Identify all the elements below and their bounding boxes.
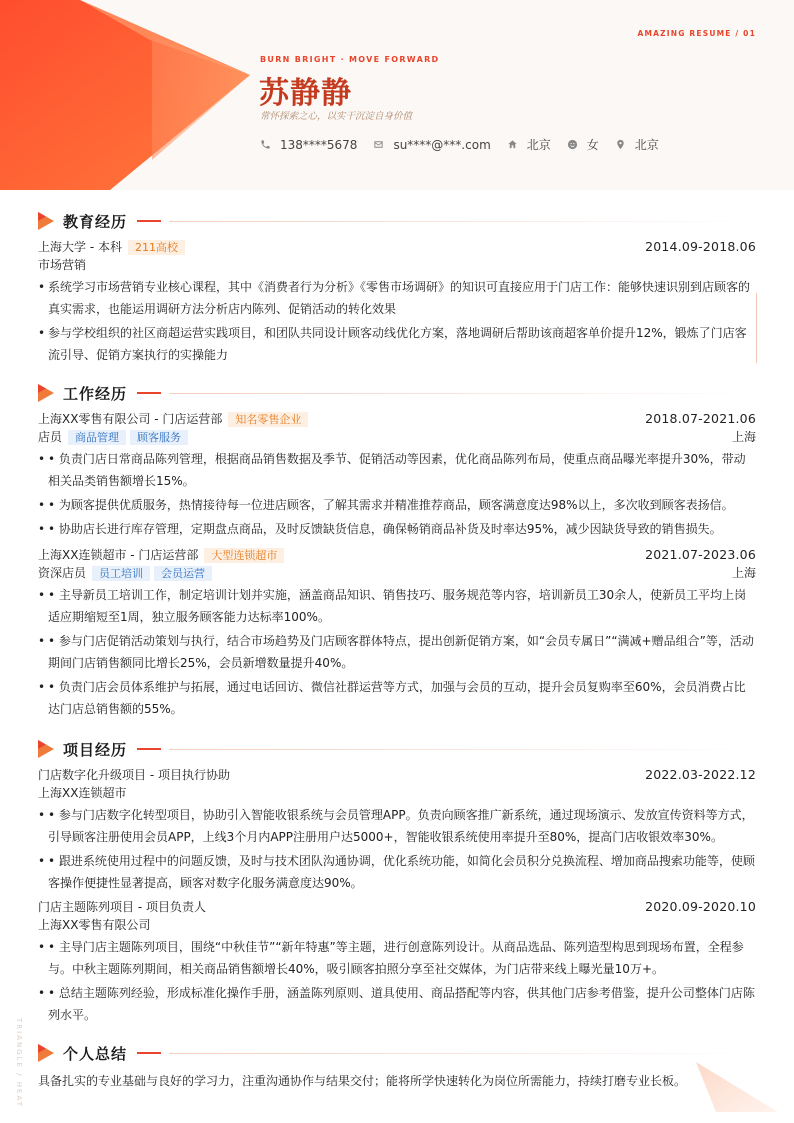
location-pin-icon bbox=[615, 139, 626, 150]
work-city: 上海 bbox=[731, 430, 756, 444]
candidate-motto: 常怀探索之心，以实干沉淀自身价值 bbox=[260, 111, 413, 122]
education-date: 2014.09-2018.06 bbox=[645, 239, 756, 254]
section-divider bbox=[169, 393, 756, 394]
section-work-header bbox=[38, 383, 756, 403]
section-triangle-icon bbox=[38, 384, 54, 402]
section-divider bbox=[169, 221, 756, 222]
work-skill-tag: 商品管理 bbox=[68, 430, 126, 445]
work-role: 店员 bbox=[38, 430, 63, 444]
education-tag: 211高校 bbox=[128, 240, 185, 255]
summary-text: 具备扎实的专业基础与良好的学习力，注重沟通协作与结果交付；能将所学快速转化为岗位所需能力，持续打磨专业长板。 bbox=[38, 1074, 687, 1088]
work-company: 上海XX零售有限公司 - 门店运营部 bbox=[38, 412, 223, 426]
list-item: • • 参与门店促销活动策划与执行，结合市场趋势及门店顾客群体特点，提出创新促销方案，如“会员专属日”“满减+赠品组合”等，活动期间门店销售额同比增长25%，会员新增数量提升40%。 bbox=[38, 630, 756, 674]
contact-email bbox=[373, 138, 490, 152]
home-icon bbox=[507, 139, 518, 150]
section-dash bbox=[137, 1052, 161, 1054]
section-projects-header bbox=[38, 739, 756, 759]
project-org: 上海XX零售有限公司 bbox=[38, 918, 151, 932]
list-item: • 系统学习市场营销专业核心课程，其中《消费者行为分析》《零售市场调研》的知识可直接应用于门店工作：能够快速识别到店顾客的真实需求，也能运用调研方法分析店内陈列、促销活动的转化效果 bbox=[38, 276, 756, 320]
work-city: 上海 bbox=[731, 566, 756, 580]
work-role: 资深店员 bbox=[38, 566, 87, 580]
list-item: • • 协助店长进行库存管理，定期盘点商品，及时反馈缺货信息，确保畅销商品补货及时率达95%，减少因缺货导致的销售损失。 bbox=[38, 518, 756, 540]
section-divider bbox=[169, 1053, 756, 1054]
section-summary-header bbox=[38, 1043, 756, 1063]
contact-gender-value: 女 bbox=[586, 138, 599, 152]
side-accent-line bbox=[756, 293, 757, 363]
corner-label: AMAZING RESUME / 01 bbox=[637, 29, 756, 38]
list-item: • • 主导门店主题陈列项目，围绕“中秋佳节”“新年特惠”等主题，进行创意陈列设计。从商品选品、陈列造型构思到现场布置，全程参与。中秋主题陈列期间，相关商品销售额增长40%，吸引顾客拍照分享至社交媒体，为门店带来线上曝光量10万+。 bbox=[38, 936, 756, 980]
candidate-name: 苏静静 bbox=[259, 76, 352, 111]
list-item: • • 主导新员工培训工作，制定培训计划并实施，涵盖商品知识、销售技巧、服务规范等内容，培训新员工30余人，使新员工平均上岗适应期缩短至1周，独立服务顾客能力达标率100%。 bbox=[38, 584, 756, 628]
contact-home bbox=[507, 136, 551, 153]
work-entry-2 bbox=[38, 546, 756, 720]
section-dash bbox=[137, 748, 161, 750]
section-dash bbox=[137, 392, 161, 394]
section-triangle-icon bbox=[38, 740, 54, 758]
project-name: 门店主题陈列项目 - 项目负责人 bbox=[38, 900, 206, 914]
project-org: 上海XX连锁超市 bbox=[38, 786, 127, 800]
work-company: 上海XX连锁超市 - 门店运营部 bbox=[38, 548, 199, 562]
list-item: • • 总结主题陈列经验，形成标准化操作手册，涵盖陈列原则、道具使用、商品搭配等内容，供其他门店参考借鉴，提升公司整体门店陈列水平。 bbox=[38, 982, 756, 1026]
list-item: • 参与学校组织的社区商超运营实践项目，和团队共同设计顾客动线优化方案，落地调研后帮助该商超客单价提升12%，锻炼了门店客流引导、促销方案执行的实操能力 bbox=[38, 322, 756, 366]
section-title: 项目经历 bbox=[63, 740, 128, 759]
project-bullets bbox=[38, 804, 756, 894]
project-date: 2022.03-2022.12 bbox=[645, 767, 756, 782]
list-item: • • 负责门店日常商品陈列管理，根据商品销售数据及季节、促销活动等因素，优化商品陈列布局，使重点商品曝光率提升30%，带动相关品类销售额增长15%。 bbox=[38, 448, 756, 492]
gender-icon bbox=[567, 139, 578, 150]
mail-icon bbox=[373, 139, 384, 150]
contact-phone bbox=[260, 138, 357, 152]
contact-location-value: 北京 bbox=[634, 138, 659, 152]
work-entry-1 bbox=[38, 410, 756, 540]
education-entry bbox=[38, 238, 756, 366]
section-title: 教育经历 bbox=[63, 212, 128, 231]
contact-list bbox=[260, 136, 675, 153]
work-date: 2021.07-2023.06 bbox=[645, 547, 756, 562]
education-major: 市场营销 bbox=[38, 258, 87, 272]
work-bullets bbox=[38, 448, 756, 540]
list-item: • • 参与门店数字化转型项目，协助引入智能收银系统与会员管理APP。负责向顾客推广新系统，通过现场演示、发放宣传资料等方式，引导顾客注册使用会员APP，上线3个月内APP注册用户达5000+，智能收银系统使用率提升至80%，提高门店收银效率30%。 bbox=[38, 804, 756, 848]
education-school: 上海大学 - 本科 bbox=[38, 240, 122, 254]
corner-triangle-decoration bbox=[696, 1062, 778, 1112]
section-education-header bbox=[38, 211, 756, 231]
work-skill-tag: 员工培训 bbox=[92, 566, 150, 581]
project-bullets bbox=[38, 936, 756, 1026]
contact-home-value: 北京 bbox=[526, 138, 551, 152]
project-entry-2 bbox=[38, 898, 756, 1026]
work-date: 2018.07-2021.06 bbox=[645, 411, 756, 426]
section-title: 工作经历 bbox=[63, 384, 128, 403]
contact-phone-value: 138****5678 bbox=[280, 137, 358, 152]
section-dash bbox=[137, 220, 161, 222]
section-title: 个人总结 bbox=[63, 1044, 128, 1063]
work-company-tag: 大型连锁超市 bbox=[204, 548, 284, 563]
list-item: • • 负责门店会员体系维护与拓展，通过电话回访、微信社群运营等方式，加强与会员的互动，提升会员复购率至60%，会员消费占比达门店总销售额的55%。 bbox=[38, 676, 756, 720]
work-company-tag: 知名零售企业 bbox=[228, 412, 308, 427]
list-item: • • 为顾客提供优质服务，热情接待每一位进店顾客，了解其需求并精准推荐商品，顾客满意度达98%以上，多次收到顾客表扬信。 bbox=[38, 494, 756, 516]
work-bullets bbox=[38, 584, 756, 720]
section-divider bbox=[169, 749, 756, 750]
header-banner bbox=[0, 0, 794, 190]
project-name: 门店数字化升级项目 - 项目执行协助 bbox=[38, 768, 230, 782]
contact-gender bbox=[567, 136, 599, 153]
phone-icon bbox=[260, 139, 271, 150]
contact-email-value: su****@***.com bbox=[393, 137, 491, 152]
work-skill-tag: 顾客服务 bbox=[130, 430, 188, 445]
section-triangle-icon bbox=[38, 212, 54, 230]
vertical-footer-label: TRIANGLE / HEAT bbox=[15, 1018, 23, 1108]
project-entry-1 bbox=[38, 766, 756, 894]
contact-location bbox=[615, 136, 659, 153]
header-tagline: BURN BRIGHT · MOVE FORWARD bbox=[260, 55, 440, 64]
section-triangle-icon bbox=[38, 1044, 54, 1062]
education-bullets bbox=[38, 276, 756, 366]
project-date: 2020.09-2020.10 bbox=[645, 899, 756, 914]
list-item: • • 跟进系统使用过程中的问题反馈，及时与技术团队沟通协调，优化系统功能，如简化会员积分兑换流程、增加商品搜索功能等，使顾客操作便捷性显著提高，顾客对数字化服务满意度达90%。 bbox=[38, 850, 756, 894]
work-skill-tag: 会员运营 bbox=[154, 566, 212, 581]
